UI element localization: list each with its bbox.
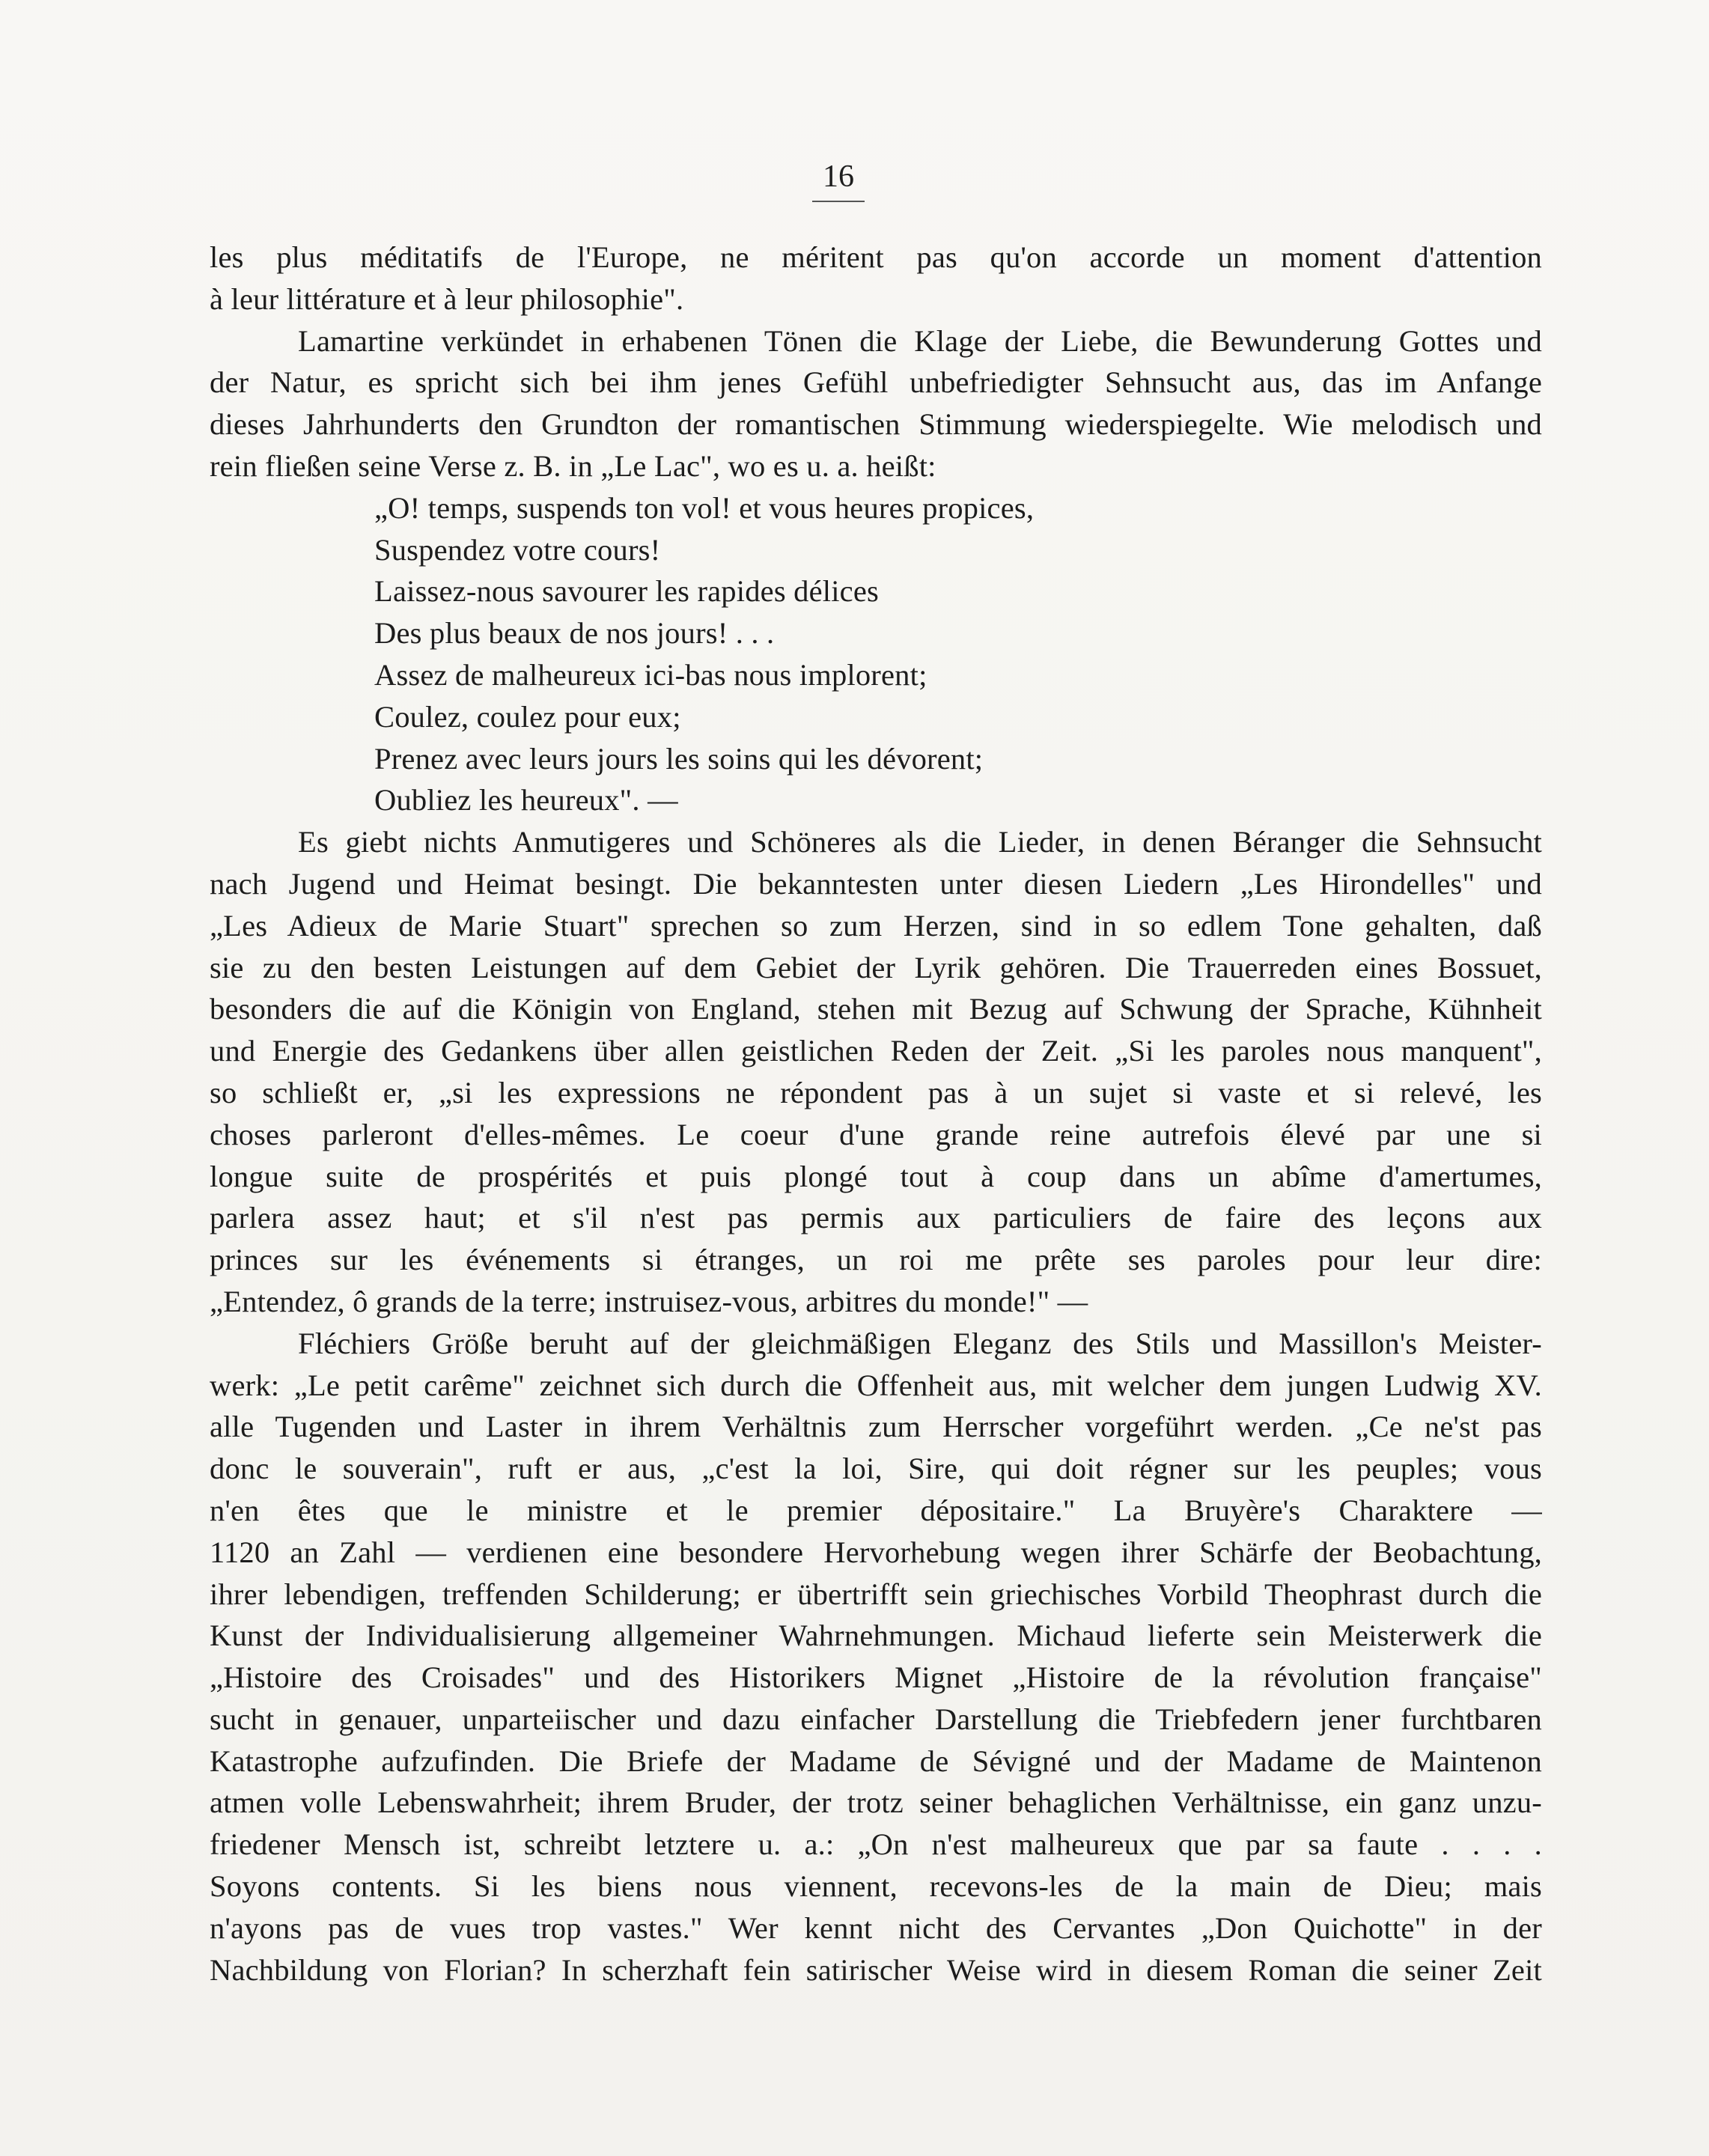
text-line: werk: „Le petit carême" zeichnet sich durch die Offenheit aus, mit welcher dem jungen Ludwig XV. [210,1368,1542,1402]
text-line: à leur littérature et à leur philosophie". [210,281,684,316]
text-line: so schließt er, „si les expressions ne répondent pas à un sujet si vaste et si relevé, les [210,1075,1542,1109]
text-line: n'ayons pas de vues trop vastes." Wer kennt nicht des Cervantes „Don Quichotte" in der [210,1910,1542,1945]
text-line: parlera assez haut; et s'il n'est pas permis aux particuliers de faire des leçons aux [210,1201,1542,1235]
text-line: Laissez-nous savourer les rapides délices [374,574,879,609]
text-line: Suspendez votre cours! [374,532,661,567]
text-line: Lamartine verkündet in erhabenen Tönen die Klage der Liebe, die Bewunderung Gottes und [298,323,1542,358]
page-number: 16 [812,159,865,202]
text-line: Prenez avec leurs jours les soins qui les dévorent; [374,741,984,776]
text-line: longue suite de prospérités et puis plongé tout à coup dans un abîme d'amertumes, [210,1159,1542,1193]
text-line: choses parleront d'elles-mêmes. Le coeur d'une grande reine autrefois élevé par une si [210,1117,1542,1151]
text-line: Katastrophe aufzufinden. Die Briefe der Madame de Sévigné und der Madame de Maintenon [210,1744,1542,1778]
text-line: der Natur, es spricht sich bei ihm jenes Gefühl unbefriedigter Sehnsucht aus, das im Anfange [210,365,1542,400]
text-line: alle Tugenden und Laster in ihrem Verhältnis zum Herrscher vorgeführt werden. „Ce ne'st pas [210,1410,1542,1444]
text-line: sucht in genauer, unparteiischer und dazu einfacher Darstellung die Triebfedern jener furchtbaren [210,1702,1542,1736]
text-line: Nachbildung von Florian? In scherzhaft fein satirischer Weise wird in diesem Roman die seiner Zeit [210,1952,1542,1987]
text-line: Es giebt nichts Anmutigeres und Schöneres als die Lieder, in denen Béranger die Sehnsucht [298,825,1542,859]
text-line: 1120 an Zahl — verdienen eine besondere Hervorhebung wegen ihrer Schärfe der Beobachtung, [210,1535,1542,1569]
text-line: Coulez, coulez pour eux; [374,699,681,734]
text-line: les plus méditatifs de l'Europe, ne méritent pas qu'on accorde un moment d'attention [210,240,1542,274]
text-line: Fléchiers Größe beruht auf der gleichmäßigen Eleganz des Stils und Massillon's Meister- [298,1326,1542,1360]
text-line: Des plus beaux de nos jours! . . . [374,616,775,651]
text-line: und Energie des Gedankens über allen geistlichen Reden der Zeit. „Si les paroles nous manquent", [210,1034,1542,1068]
text-line: dieses Jahrhunderts den Grundton der romantischen Stimmung wiederspiegelte. Wie melodisch und [210,407,1542,442]
text-line: ihrer lebendigen, treffenden Schilderung; er übertrifft sein griechisches Vorbild Theophrast durch die [210,1577,1542,1611]
text-line: atmen volle Lebenswahrheit; ihrem Bruder, der trotz seiner behaglichen Verhältnisse, ein ganz unzu- [210,1785,1542,1820]
text-line: Kunst der Individualisierung allgemeiner Wahrnehmungen. Michaud lieferte sein Meisterwerk die [210,1618,1542,1653]
page-number-container [779,159,898,202]
text-line: princes sur les événements si étranges, un roi me prête ses paroles pour leur dire: [210,1243,1542,1277]
text-line: Soyons contents. Si les biens nous viennent, recevons-les de la main de Dieu; mais [210,1869,1542,1904]
body-text [210,237,1542,1991]
text-line: Oubliez les heureux". — [374,783,678,817]
text-line: „O! temps, suspends ton vol! et vous heures propices, [374,490,1035,525]
text-line: „Histoire des Croisades" und des Historikers Mignet „Histoire de la révolution française" [210,1660,1542,1695]
text-line: „Entendez, ô grands de la terre; instruisez-vous, arbitres du monde!" — [210,1284,1088,1318]
text-line: besonders die auf die Königin von England, stehen mit Bezug auf Schwung der Sprache, Kühnheit [210,992,1542,1026]
text-line: friedener Mensch ist, schreibt letztere u. a.: „On n'est malheureux que par sa faute . . . . [210,1827,1542,1862]
text-line: rein fließen seine Verse z. B. in „Le Lac", wo es u. a. heißt: [210,448,936,483]
text-line: donc le souverain", ruft er aus, „c'est la loi, Sire, qui doit régner sur les peuples; vous [210,1452,1542,1486]
text-line: n'en êtes que le ministre et le premier dépositaire." La Bruyère's Charaktere — [210,1493,1542,1527]
text-line: Assez de malheureux ici-bas nous implorent; [374,657,927,692]
text-line: sie zu den besten Leistungen auf dem Gebiet der Lyrik gehören. Die Trauerreden eines Bossuet, [210,950,1542,984]
text-line: nach Jugend und Heimat besingt. Die bekanntesten unter diesen Liedern „Les Hirondelles" und [210,866,1542,901]
text-line: „Les Adieux de Marie Stuart" sprechen so zum Herzen, sind in so edlem Tone gehalten, daß [210,908,1542,943]
